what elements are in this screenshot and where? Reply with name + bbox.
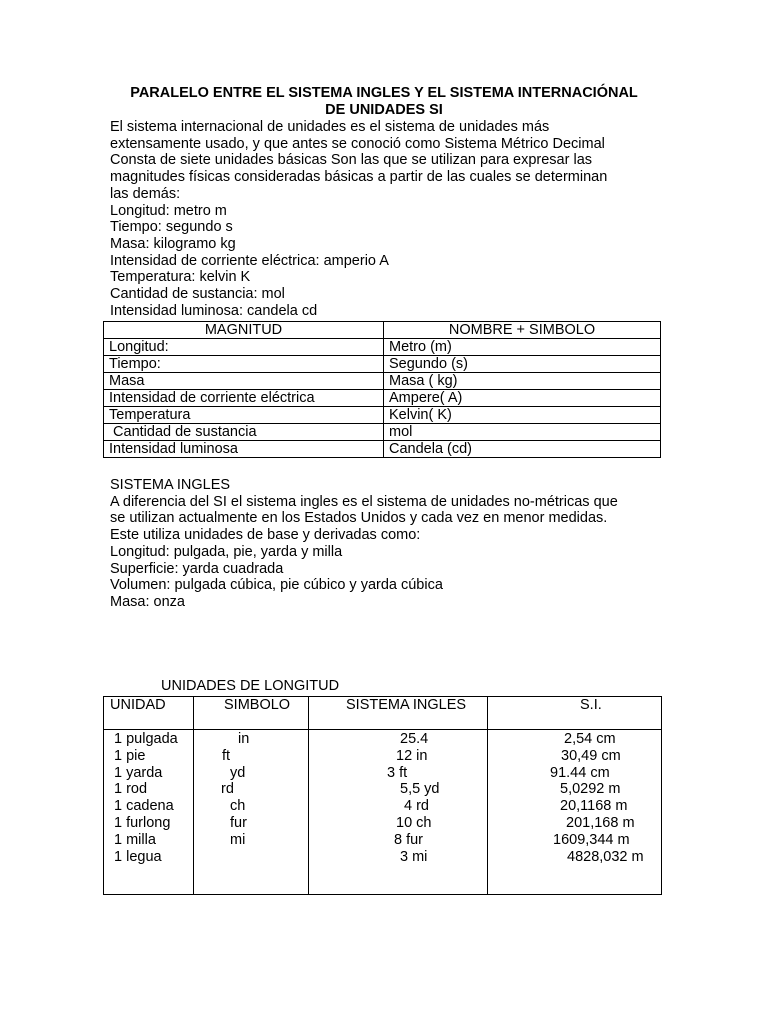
intro-line: El sistema internacional de unidades es el sistema de unidades más [110,119,550,135]
cell-simbolo: ch [230,798,246,815]
table-row [104,407,661,424]
cell-simbolo: fur [230,814,247,831]
cell-magnitud: Temperatura [104,407,384,424]
ingles-line: Longitud: pulgada, pie, yarda y milla [110,543,343,560]
cell-nombre: Masa ( kg) [384,373,661,390]
cell-magnitud: Intensidad de corriente eléctrica [104,390,384,407]
ingles-line: Masa: onza [110,593,185,610]
cell-si: 5,0292 m [560,781,621,798]
header-divider [104,729,661,730]
longitud-caption: UNIDADES DE LONGITUD [161,678,340,694]
cell-ingles: 3 mi [400,848,428,865]
magnitudes-table [103,321,661,458]
ingles-line: se utilizan actualmente en los Estados Unidos y cada vez en menor medidas. [110,510,608,527]
cell-unidad: 1 pie [114,747,146,764]
cell-magnitud: Longitud: [104,339,384,356]
cell-simbolo: yd [230,764,246,781]
cell-simbolo: rd [221,781,234,798]
cell-ingles: 8 fur [394,831,424,848]
cell-ingles: 12 in [396,747,428,764]
intro-line: Longitud: metro m [110,202,227,219]
intro-section [110,119,670,319]
cell-unidad: 1 rod [114,781,148,798]
cell-unidad: 1 milla [114,831,156,848]
table-row [104,373,661,390]
cell-ingles: 25.4 [400,731,429,747]
cell-nombre: Ampere( A) [384,390,661,407]
table-row [104,441,661,458]
cell-si: 201,168 m [566,814,635,831]
header-unidad: UNIDAD [110,697,166,713]
table-header-row [104,322,661,339]
document-title [104,85,664,119]
cell-si: 20,1168 m [560,798,628,815]
table-row [104,356,661,373]
cell-si: 4828,032 m [567,848,644,865]
cell-nombre: Metro (m) [384,339,661,356]
cell-simbolo: in [238,731,250,747]
intro-line: Intensidad luminosa: candela cd [110,302,318,319]
header-nombre-simbolo: NOMBRE + SIMBOLO [384,322,661,339]
cell-unidad: 1 furlong [114,814,171,831]
header-simbolo: SIMBOLO [224,697,291,713]
table-row [104,339,661,356]
intro-line: Consta de siete unidades básicas Son las que se utilizan para expresar las [110,152,593,169]
ingles-line: Superficie: yarda cuadrada [110,560,284,577]
sistema-ingles-section [110,477,670,611]
cell-ingles: 4 rd [404,798,429,815]
intro-line: Intensidad de corriente eléctrica: amperio A [110,252,389,269]
cell-ingles: 3 ft [387,764,408,781]
longitud-table [103,696,662,895]
cell-magnitud: Intensidad luminosa [104,441,384,458]
cell-si: 1609,344 m [553,831,630,848]
section-heading: SISTEMA INGLES [110,477,231,493]
cell-unidad: 1 pulgada [114,731,178,747]
cell-magnitud: Tiempo: [104,356,384,373]
intro-line: las demás: [110,185,181,202]
cell-si: 30,49 cm [561,747,621,764]
table-row [104,390,661,407]
ingles-line: A diferencia del SI el sistema ingles es el sistema de unidades no-métricas que [110,493,618,510]
cell-magnitud: Masa [104,373,384,390]
intro-line: Tiempo: segundo s [110,219,233,236]
cell-nombre: Segundo (s) [384,356,661,373]
intro-line: magnitudes físicas consideradas básicas a partir de las cuales se determinan [110,169,608,186]
cell-magnitud: Cantidad de sustancia [104,424,384,441]
title-line-2: DE UNIDADES SI [325,102,443,118]
cell-nombre: Candela (cd) [384,441,661,458]
ingles-line: Volumen: pulgada cúbica, pie cúbico y yarda cúbica [110,577,443,594]
title-line-1: PARALELO ENTRE EL SISTEMA INGLES Y EL SISTEMA INTERNACIÓNAL [130,85,638,101]
cell-unidad: 1 cadena [114,798,174,815]
table-row [104,424,661,441]
ingles-line: Este utiliza unidades de base y derivadas como: [110,527,421,544]
intro-line: Temperatura: kelvin K [110,269,251,286]
header-sistema-ingles: SISTEMA INGLES [346,697,467,713]
cell-si: 2,54 cm [564,731,616,747]
cell-ingles: 5,5 yd [400,781,440,798]
cell-si: 91.44 cm [550,764,610,781]
intro-line: Cantidad de sustancia: mol [110,286,285,303]
header-magnitud: MAGNITUD [104,322,384,339]
cell-nombre: mol [384,424,661,441]
column-si [104,731,644,865]
cell-unidad: 1 yarda [114,764,163,781]
header-si: S.I. [580,697,602,713]
intro-line: Masa: kilogramo kg [110,235,236,252]
cell-unidad: 1 legua [114,848,162,865]
cell-ingles: 10 ch [396,814,432,831]
intro-line: extensamente usado, y que antes se conoció como Sistema Métrico Decimal [110,135,605,152]
cell-simbolo: ft [222,747,231,764]
cell-nombre: Kelvin( K) [384,407,661,424]
cell-simbolo: mi [230,831,246,848]
